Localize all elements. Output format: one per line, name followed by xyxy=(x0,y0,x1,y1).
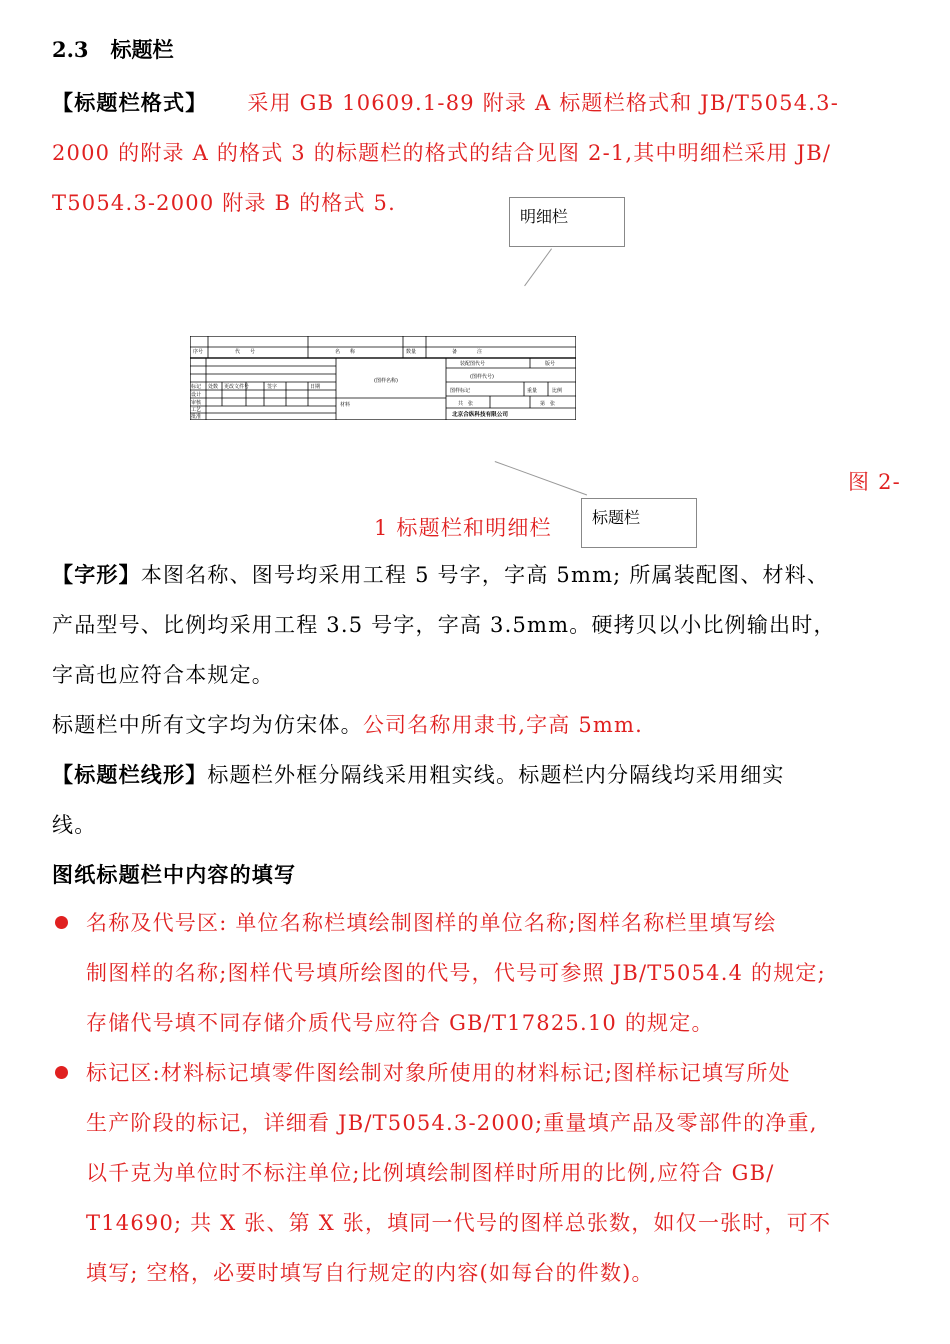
bullet-dot-2 xyxy=(55,1066,68,1079)
font-line-4-black: 标题栏中所有文字均为仿宋体。 xyxy=(52,713,363,737)
tb-col-count: 处数 xyxy=(208,384,219,390)
bullet-2-line-5: 填写; 空格，必要时填写自行规定的内容(如每台的件数)。 xyxy=(86,1261,654,1285)
bullet-2-line-4: T14690; 共 X 张、第 X 张，填同一代号的图样总张数，如仅一张时，可不 xyxy=(86,1211,832,1235)
tb-sign-approve: 批准 xyxy=(191,414,202,420)
bullet-2-line-2: 生产阶段的标记，详细看 JB/T5054.3-2000;重量填产品及零部件的净重, xyxy=(86,1111,818,1135)
callout-title-leader xyxy=(495,461,587,495)
figure-caption-part-2: 1 标题栏和明细栏 xyxy=(374,516,552,540)
title-block-drawing xyxy=(190,336,576,420)
format-paragraph xyxy=(52,78,912,228)
tb-sign-process: 工艺 xyxy=(191,407,202,413)
title-block-svg xyxy=(190,336,576,420)
font-line-3: 字高也应符合本规定。 xyxy=(52,663,274,687)
callout-detail-leader xyxy=(524,248,552,286)
tb-sheets-total: 共 张 xyxy=(458,401,474,407)
bullet-1-line-3: 存储代号填不同存储介质代号应符合 GB/T17825.10 的规定。 xyxy=(86,1011,714,1035)
tb-scale: 比例 xyxy=(552,388,563,394)
fill-heading: 图纸标题栏中内容的填写 xyxy=(52,862,297,887)
line-style-line-2: 线。 xyxy=(52,813,97,837)
bullet-dot-1 xyxy=(55,916,68,929)
tb-drawing-name: (图样名称) xyxy=(374,378,398,384)
font-line-1: 本图名称、图号均采用工程 5 号字，字高 5mm; 所属装配图、材料、 xyxy=(140,563,830,587)
tb-col-name: 名 称 xyxy=(335,349,356,355)
bullet-item-name-code xyxy=(86,898,912,1048)
bullet-2-line-1: 标记区:材料标记填零件图绘制对象所使用的材料标记;图样标记填写所处 xyxy=(86,1061,791,1085)
tb-col-code: 代 号 xyxy=(235,349,256,355)
tb-col-seq: 序号 xyxy=(193,349,204,355)
tb-drawing-code: (图样代号) xyxy=(470,374,494,380)
tb-sign-design: 设计 xyxy=(191,392,202,398)
font-line-2: 产品型号、比例均采用工程 3.5 号字，字高 3.5mm。硬拷贝以小比例输出时， xyxy=(52,613,836,637)
font-paragraph xyxy=(52,550,912,750)
bullet-1-line-1: 名称及代号区: 单位名称栏填绘制图样的单位名称;图样名称栏里填写绘 xyxy=(86,911,777,935)
tb-col-sign: 签字 xyxy=(267,384,278,390)
tb-company: 北京合纵科技有限公司 xyxy=(452,412,508,418)
tb-material: 材料 xyxy=(340,402,351,408)
callout-title-block: 标题栏 xyxy=(581,498,697,548)
tb-weight: 重量 xyxy=(527,388,538,394)
format-line-1: 采用 GB 10609.1-89 附录 A 标题栏格式和 JB/T5054.3- xyxy=(247,91,839,115)
section-title: 标题栏 xyxy=(110,37,174,62)
tb-sign-review: 审核 xyxy=(191,400,202,406)
line-style-paragraph xyxy=(52,750,912,850)
line-style-line-1: 标题栏外框分隔线采用粗实线。标题栏内分隔线均采用细实 xyxy=(207,763,785,787)
tb-sign-mark: 标记 xyxy=(191,384,202,390)
font-line-4-red: 公司名称用隶书,字高 5mm. xyxy=(362,713,644,737)
bullet-1-line-2: 制图样的名称;图样代号填所绘图的代号，代号可参照 JB/T5054.4 的规定; xyxy=(86,961,826,985)
format-line-3: T5054.3-2000 附录 B 的格式 5. xyxy=(52,191,396,215)
section-number: 2.3 xyxy=(52,37,89,62)
tb-col-date: 日期 xyxy=(310,384,321,390)
line-style-label: 【标题栏线形】 xyxy=(52,762,208,787)
tb-sheet-no: 第 张 xyxy=(540,401,556,407)
tb-col-qty: 数量 xyxy=(406,349,417,355)
tb-col-remark: 备 注 xyxy=(452,349,483,355)
tb-assembly-code: 装配图代号 xyxy=(460,361,486,367)
tb-col-change: 更改文件号 xyxy=(224,384,250,390)
bullet-item-mark-area xyxy=(86,1048,912,1298)
figure-caption-part-1: 图 2- xyxy=(848,470,901,494)
bullet-2-line-3: 以千克为单位时不标注单位;比例填绘制图样时所用的比例,应符合 GB/ xyxy=(86,1161,775,1185)
callout-detail-list: 明细栏 xyxy=(509,197,625,247)
tb-stage-mark: 图样标记 xyxy=(450,388,471,394)
format-label: 【标题栏格式】 xyxy=(52,90,208,115)
section-heading xyxy=(52,34,174,64)
tb-version: 版号 xyxy=(545,361,556,367)
font-label: 【字形】 xyxy=(52,562,141,587)
format-line-2: 2000 的附录 A 的格式 3 的标题栏的格式的结合见图 2-1,其中明细栏采用 JB/ xyxy=(52,141,832,165)
